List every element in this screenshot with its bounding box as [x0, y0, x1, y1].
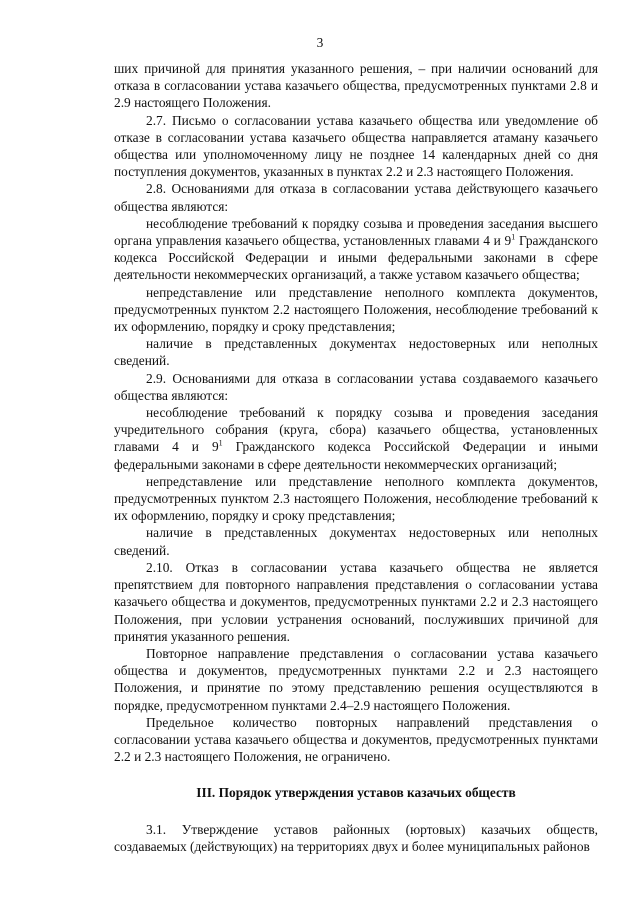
paragraph: наличие в представленных документах недостоверных или неполных сведений. [114, 525, 598, 558]
superscript: 1 [218, 439, 223, 448]
paragraph-text: несоблюдение требований к порядку созыва и проведения заседания высшего органа управления казачьего общества, установленных главами 4 и 9 [114, 215, 598, 249]
paragraph: Предельное количество повторных направлений представления о согласовании устава казачьего общества и документов, предусмотренных пунктами 2.2 и 2.3 настоящего Положения, не ограничено. [114, 714, 598, 765]
document-body [114, 60, 598, 855]
paragraph: 2.7. Письмо о согласовании устава казачьего общества или уведомление об отказе в согласовании устава казачьего общества направляется атаману казачьего общества или уполномоченному лицу не позднее 14 календарных дней со дня поступления документов, указанных в пунктах 2.2 и 2.3 настоящего Положения. [114, 112, 598, 180]
paragraph-text: несоблюдение требований к порядку созыва и проведения заседания учредительного собрания (круга, сбора) казачьего общества, установленных главами 4 и 9 [114, 405, 598, 455]
superscript: 1 [511, 232, 516, 242]
paragraph: 3.1. Утверждение уставов районных (юртовых) казачьих обществ, создаваемых (действующих) на территориях двух и более муниципальных районов [114, 821, 598, 854]
paragraph: наличие в представленных документах недостоверных или неполных сведений. [114, 336, 598, 369]
paragraph [114, 215, 598, 284]
paragraph [114, 404, 598, 473]
paragraph: 2.8. Основаниями для отказа в согласовании устава действующего казачьего общества являются: [114, 181, 598, 214]
paragraph-text: Гражданского кодекса Российской Федерации и иными федеральными законами в сфере деятельности некоммерческих организаций, а также уставом казачьего общества; [114, 233, 598, 283]
paragraph: 2.9. Основаниями для отказа в согласовании устава создаваемого казачьего общества являются: [114, 370, 598, 403]
paragraph-text: Гражданского кодекса Российской Федерации и иными федеральными законами в сфере деятельности некоммерческих организаций; [114, 439, 598, 472]
paragraph: непредставление или представление неполного комплекта документов, предусмотренных пунктом 2.3 настоящего Положения, несоблюдение требований к их оформлению, порядку и сроку представления; [114, 473, 598, 524]
page-number: 3 [316, 35, 324, 50]
paragraph: непредставление или представление неполного комплекта документов, предусмотренных пунктом 2.2 настоящего Положения, несоблюдение требований к их оформлению, порядку и сроку представления; [114, 284, 598, 335]
paragraph: 2.10. Отказ в согласовании устава казачьего общества не является препятствием для повторного направления представления о согласовании устава казачьего общества и документов, предусмотренных пунктами 2.2 и 2.3 настоящего Положения, при условии устранения оснований, послуживших причиной для принятия указанного решения. [114, 559, 598, 644]
paragraph: шиx причиной для принятия указанного решения, – при наличии оснований для отказа в согласовании устава казачьего общества, предусмотренных пунктами 2.8 и 2.9 настоящего Положения. [114, 61, 598, 111]
paragraph: Повторное направление представления о согласовании устава казачьего общества и документов, предусмотренных пунктами 2.2 и 2.3 настоящего Положения, и принятие по этому представлению решения осуществляются в порядке, предусмотренном пунктами 2.4–2.9 настоящего Положения. [114, 645, 598, 713]
section-heading: III. Порядок утверждения уставов казачьих обществ [196, 785, 516, 801]
